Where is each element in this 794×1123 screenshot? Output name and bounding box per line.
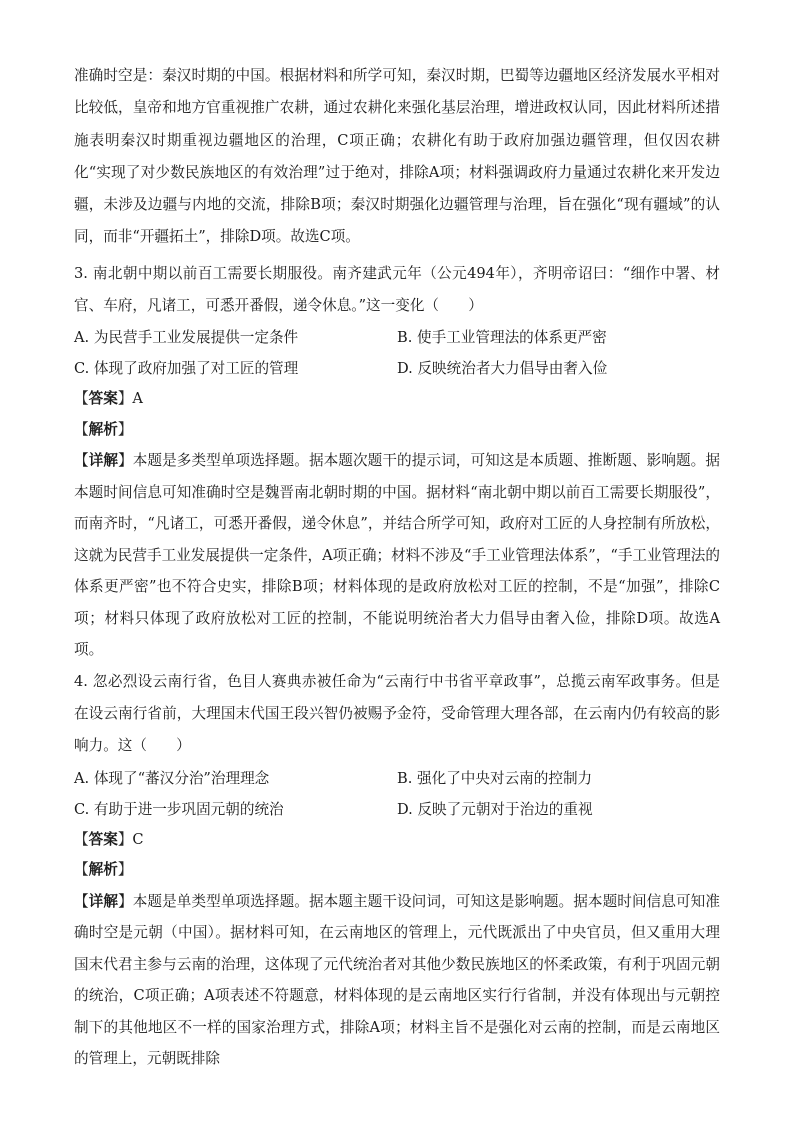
q3-answer-label: 答案 (88, 390, 118, 408)
q4-detail-text: 本题是单类型单项选择题。据本题主题干设问词，可知这是影响题。据本题时间信息可知准确时空是元朝（中国）。据材料可知，在云南地区的管理上，元代既派出了中央官员，但又重用大理国末代君主参与云南的治理，这体现了元代统治者对其他少数民族地区的怀柔政策，有利于巩固元朝的统治，C项正确；A项表述不符题意，材料体现的是云南地区实行行省制，并没有体现出与元朝控制下的其他地区不一样的国家治理方式，排除A项；材料主旨不是强化对云南的控制，而是云南地区的管理上，元朝既排除 (74, 892, 720, 1068)
q4-options-row-2 (74, 794, 720, 825)
q4-answer: 【答案】C (74, 830, 144, 848)
q4-options-row-1 (74, 763, 720, 794)
q4-stem: 4. 忽必烈设云南行省，色目人赛典赤被任命为“云南行中书省平章政事”，总揽云南军政事务。但是在设云南行省前，大理国末代国王段兴智仍被赐予金符，受命管理大理各部，在云南内仍有较高的影响力。这（ ） (74, 672, 720, 755)
q3-analysis-label: 解析 (88, 420, 118, 438)
q2-analysis-continued: 准确时空是：秦汉时期的中国。根据材料和所学可知，秦汉时期，巴蜀等边疆地区经济发展水平相对比较低，皇帝和地方官重视推广农耕，通过农耕化来强化基层治理，增进政权认同，因此材料所述措施表明秦汉时期重视边疆地区的治理，C项正确；农耕化有助于政府加强边疆管理，但仅因农耕化“实现了对少数民族地区的有效治理”过于绝对，排除A项；材料强调政府力量通过农耕化来开发边疆，未涉及边疆与内地的交流，排除B项；秦汉时期强化边疆管理与治理，旨在强化“现有疆域”的认同，而非“开疆拓土”，排除D项。故选C项。 (74, 67, 720, 246)
q4-analysis-label: 解析 (88, 861, 118, 879)
q3-detail-label: 详解 (88, 452, 119, 470)
q4-option-c: C. 有助于进一步巩固元朝的统治 (74, 800, 284, 818)
q3-options-row-1 (74, 322, 720, 353)
q4-analysis-heading: 【解析】 (74, 861, 133, 879)
q3-option-d: D. 反映统治者大力倡导由奢入俭 (397, 360, 608, 378)
q4-option-d: D. 反映了元朝对于治边的重视 (397, 800, 593, 818)
q3-answer-value: A (132, 390, 143, 408)
q3-options-row-2 (74, 353, 720, 384)
q4-option-b: B. 强化了中央对云南的控制力 (397, 769, 593, 787)
q4-answer-value: C (132, 830, 144, 848)
q4-option-a: A. 体现了“蕃汉分治”治理理念 (74, 769, 270, 787)
q4-detail-label: 详解 (88, 892, 119, 910)
q4-answer-label: 答案 (88, 830, 118, 848)
q3-detail-text: 本题是多类型单项选择题。据本题次题干的提示词，可知这是本质题、推断题、影响题。据本题时间信息可知准确时空是魏晋南北朝时期的中国。据材料“南北朝中期以前百工需要长期服役”，而南齐时，“凡诸工，可悉开番假，递令休息”，并结合所学可知，政府对工匠的人身控制有所放松，这就为民营手工业发展提供一定条件，A项正确；材料不涉及“手工业管理法体系”，“手工业管理法的体系更严密”也不符合史实，排除B项；材料体现的是政府放松对工匠的控制，不是“加强”，排除C项；材料只体现了政府放松对工匠的控制，不能说明统治者大力倡导由奢入俭，排除D项。故选A项。 (74, 452, 720, 659)
q3-analysis-heading: 【解析】 (74, 420, 133, 438)
q3-option-a: A. 为民营手工业发展提供一定条件 (74, 329, 299, 347)
q3-option-b: B. 使手工业管理法的体系更严密 (397, 329, 607, 347)
q3-option-c: C. 体现了政府加强了对工匠的管理 (74, 360, 299, 378)
q3-stem: 3. 南北朝中期以前百工需要长期服役。南齐建武元年（公元494年），齐明帝诏曰：“细作中署、材官、车府，凡诸工，可悉开番假，递令休息。”这一变化（ ） (74, 264, 720, 315)
q4-detail: 【详解】本题是单类型单项选择题。据本题主题干设问词，可知这是影响题。据本题时间信息可知准确时空是元朝（中国）。据材料可知，在云南地区的管理上，元代既派出了中央官员，但又重用大理国末代君主参与云南的治理，这体现了元代统治者对其他少数民族地区的怀柔政策，有利于巩固元朝的统治，C项正确；A项表述不符题意，材料体现的是云南地区实行行省制，并没有体现出与元朝控制下的其他地区不一样的国家治理方式，排除A项；材料主旨不是强化对云南的控制，而是云南地区的管理上，元朝既排除 (74, 892, 720, 1068)
q3-detail: 【详解】本题是多类型单项选择题。据本题次题干的提示词，可知这是本质题、推断题、影响题。据本题时间信息可知准确时空是魏晋南北朝时期的中国。据材料“南北朝中期以前百工需要长期服役”，而南齐时，“凡诸工，可悉开番假，递令休息”，并结合所学可知，政府对工匠的人身控制有所放松，这就为民营手工业发展提供一定条件，A项正确；材料不涉及“手工业管理法体系”，“手工业管理法的体系更严密”也不符合史实，排除B项；材料体现的是政府放松对工匠的控制，不是“加强”，排除C项；材料只体现了政府放松对工匠的控制，不能说明统治者大力倡导由奢入俭，排除D项。故选A项。 (74, 452, 720, 659)
q3-answer: 【答案】A (74, 390, 143, 408)
